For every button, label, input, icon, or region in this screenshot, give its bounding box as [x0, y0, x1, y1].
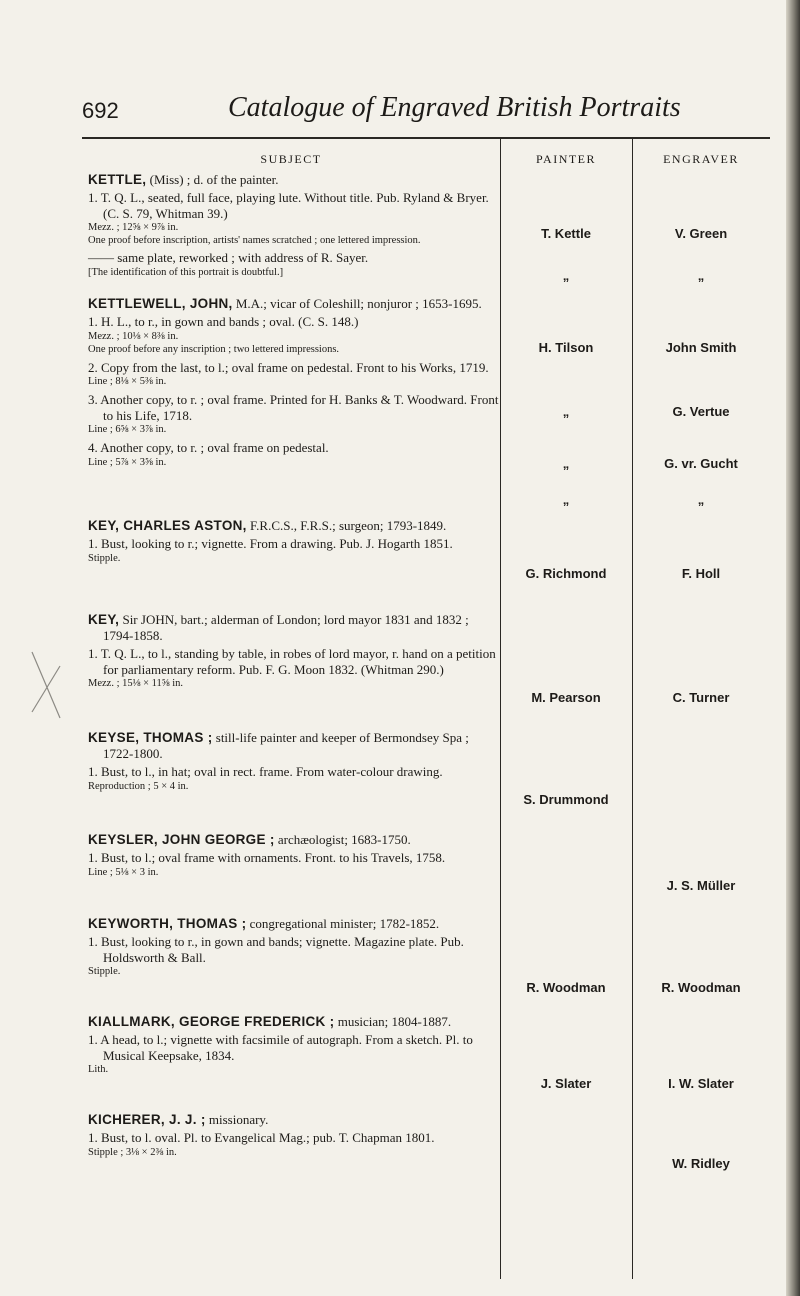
plate-dimensions: Stipple ; 3⅛ × 2⅜ in.: [88, 1146, 177, 1158]
plate-dimensions: Mezz. ; 12⅝ × 9⅞ in.: [88, 222, 179, 233]
page-edge-shadow: [786, 0, 800, 1296]
catalogue-entry: [88, 916, 500, 978]
pencil-cross-mark: [28, 648, 64, 722]
sitter-name: KEYSE, THOMAS ;: [88, 730, 213, 745]
column-divider-2: [632, 139, 633, 1279]
subject-column-header: SUBJECT: [260, 152, 322, 166]
engraver-cell: I. W. Slater: [668, 1076, 734, 1091]
engraver-cell: John Smith: [665, 340, 737, 355]
sitter-name: KICHERER, J. J. ;: [88, 1112, 206, 1127]
painter-cell: T. Kettle: [541, 226, 591, 241]
sitter-name: KEY, CHARLES ASTON,: [88, 518, 247, 533]
engraver-cell: V. Green: [674, 226, 728, 241]
catalogue-entry: [88, 296, 500, 469]
sitter-name: KEYWORTH, THOMAS ;: [88, 916, 247, 931]
painter-ditto: „: [562, 268, 570, 283]
catalogue-entry: [88, 730, 500, 793]
engraver-cell: G. Vertue: [672, 404, 730, 419]
sitter-name: KEY,: [88, 612, 120, 627]
sitter-description: missionary.: [208, 1112, 269, 1127]
sitter-description: F.R.C.S., F.R.S.; surgeon; 1793-1849.: [249, 518, 447, 533]
plate-description: 1. Bust, to l.; oval frame with ornaments. Front. to his Travels, 1758.: [88, 850, 446, 865]
engraver-cell: F. Holl: [681, 566, 721, 581]
catalogue-entry: [88, 1014, 500, 1076]
plate-dimensions: Line ; 5⅞ × 3⅝ in.: [88, 456, 167, 468]
engraver-cell: R. Woodman: [661, 980, 741, 995]
plate-description: 4. Another copy, to r. ; oval frame on pedestal.: [88, 440, 329, 455]
sitter-name: KIALLMARK, GEORGE FREDERICK ;: [88, 1014, 335, 1029]
plate-dimensions: Reproduction ; 5 × 4 in.: [88, 780, 189, 792]
top-rule: [82, 137, 770, 139]
painter-cell: S. Drummond: [523, 792, 609, 807]
catalogue-entry: [88, 832, 500, 879]
column-divider-1: [500, 139, 501, 1279]
catalogue-entry: [88, 612, 500, 690]
plate-dimensions: Line ; 5⅛ × 3 in.: [88, 866, 159, 878]
painter-cell: J. Slater: [540, 1076, 592, 1091]
catalogue-entry: [88, 172, 500, 279]
sitter-description: archæologist; 1683-1750.: [277, 832, 411, 847]
plate-description: 1. Bust, looking to r.; vignette. From a drawing. Pub. J. Hogarth 1851.: [88, 536, 453, 551]
engraver-ditto: „: [697, 492, 705, 507]
plate-dimensions: Mezz. ; 15⅛ × 11⅝ in.: [88, 678, 184, 689]
sitter-description: (Miss) ; d. of the painter.: [149, 172, 279, 187]
painter-ditto: „: [562, 404, 570, 419]
engraver-cell: G. vr. Gucht: [664, 456, 738, 471]
plate-description: 1. Bust, to l., in hat; oval in rect. frame. From water-colour drawing.: [88, 764, 443, 779]
sitter-name: KETTLE,: [88, 172, 147, 187]
plate-description: 1. T. Q. L., to l., standing by table, in robes of lord mayor, r. hand on a petition for parliamentary reform. Pub. F. G. Moon 1832. (Whitman 290.): [88, 646, 496, 677]
catalogue-entry: [88, 518, 500, 565]
plate-description: 3. Another copy, to r. ; oval frame. Printed for H. Banks & T. Woodward. Front to his Life, 1718.: [88, 392, 499, 423]
plate-dimensions: Line ; 6⅝ × 3⅞ in.: [88, 424, 167, 435]
plate-technique: Stipple.: [88, 552, 121, 564]
plate-technique: Stipple.: [88, 966, 121, 977]
plate-dimensions: Mezz. ; 10⅛ × 8⅜ in.: [88, 330, 179, 342]
catalogue-entry: [88, 1112, 500, 1159]
plate-note: [The identification of this portrait is doubtful.]: [88, 266, 284, 278]
plate-technique: Lith.: [88, 1064, 109, 1075]
painter-cell: G. Richmond: [525, 566, 607, 581]
engraver-ditto: „: [697, 268, 705, 283]
engraver-cell: W. Ridley: [672, 1156, 730, 1171]
plate-dimensions: Line ; 8⅛ × 5⅜ in.: [88, 376, 167, 387]
painter-cell: R. Woodman: [526, 980, 606, 995]
engraver-cell: C. Turner: [672, 690, 730, 705]
plate-description: 1. H. L., to r., in gown and bands ; oval. (C. S. 148.): [88, 314, 359, 329]
plate-description: 1. Bust, to l. oval. Pl. to Evangelical Mag.; pub. T. Chapman 1801.: [88, 1130, 435, 1145]
engraver-column-header: ENGRAVER: [663, 152, 739, 166]
painter-ditto: „: [562, 456, 570, 471]
engraver-cell: J. S. Müller: [666, 878, 736, 893]
plate-description: —— same plate, reworked ; with address of R. Sayer.: [88, 250, 369, 265]
plate-description: 2. Copy from the last, to l.; oval frame on pedestal. Front to his Works, 1719.: [88, 359, 489, 375]
sitter-description: congregational minister; 1782-1852.: [249, 916, 440, 931]
sitter-name: KETTLEWELL, JOHN,: [88, 296, 233, 311]
plate-description: 1. A head, to l.; vignette with facsimile of autograph. From a sketch. Pl. to Musical Keepsake, 1834.: [88, 1032, 473, 1063]
sitter-description: musician; 1804-1887.: [337, 1014, 452, 1029]
sitter-description: still-life painter and keeper of Bermondsey Spa ; 1722-1800.: [103, 730, 469, 761]
plate-description: 1. T. Q. L., seated, full face, playing lute. Without title. Pub. Ryland & Bryer. (C. S. 79, Whitman 39.): [88, 190, 489, 221]
painter-cell: M. Pearson: [531, 690, 601, 705]
running-title: Catalogue of Engraved British Portraits: [228, 92, 681, 123]
page-number: 692: [82, 98, 119, 123]
sitter-name: KEYSLER, JOHN GEORGE ;: [88, 832, 275, 847]
sitter-description: M.A.; vicar of Coleshill; nonjuror ; 1653-1695.: [235, 296, 482, 311]
plate-description: 1. Bust, looking to r., in gown and bands; vignette. Magazine plate. Pub. Holdsworth & Ball.: [88, 934, 464, 965]
painter-column-header: PAINTER: [535, 152, 597, 166]
painter-cell: H. Tilson: [538, 340, 594, 355]
plate-states: One proof before any inscription ; two lettered impressions.: [88, 343, 340, 355]
sitter-description: Sir JOHN, bart.; alderman of London; lord mayor 1831 and 1832 ; 1794-1858.: [103, 612, 469, 643]
plate-states: One proof before inscription, artists' names scratched ; one lettered impression.: [88, 235, 421, 246]
painter-ditto: „: [562, 492, 570, 507]
